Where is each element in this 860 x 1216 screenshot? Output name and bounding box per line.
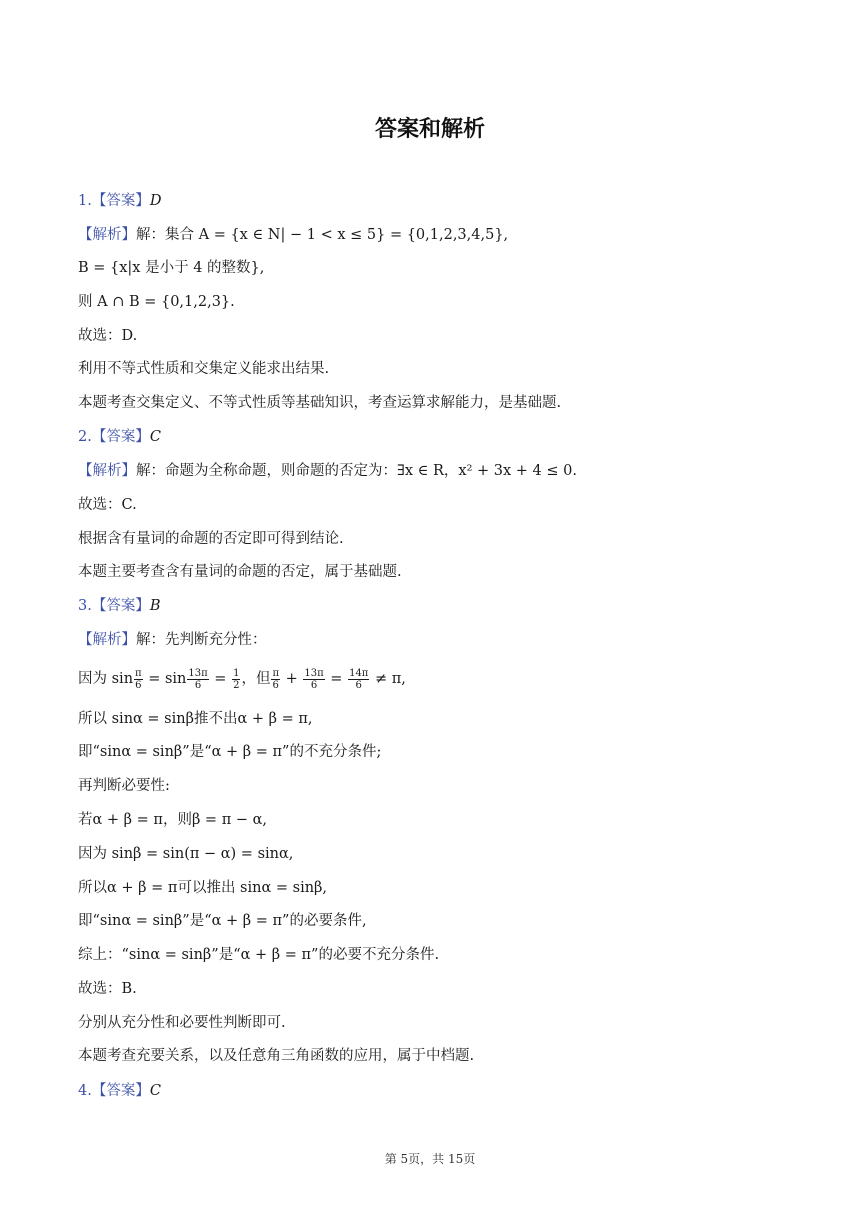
numerator: π — [135, 667, 142, 679]
fraction — [271, 668, 280, 691]
text-line: 本题考查充要关系，以及任意角三角函数的应用，属于中档题. — [78, 1048, 475, 1064]
numerator: 1 — [233, 667, 240, 679]
analysis-line — [78, 462, 577, 480]
text-line: 综上：“sinα = sinβ”是“α + β = π”的必要不充分条件. — [78, 947, 440, 963]
text-line: 故选：C. — [78, 497, 137, 513]
page-footer: 第 5页，共 15页 — [384, 1152, 476, 1166]
text-line: 根据含有量词的命题的否定即可得到结论. — [78, 531, 344, 547]
answer-line-q1 — [78, 192, 161, 210]
numerator: 14π — [349, 667, 369, 679]
answer-tag: 【答案】 — [91, 598, 150, 614]
page-title: 答案和解析 — [374, 117, 485, 142]
question-number: 4. — [78, 1083, 92, 1099]
answer-line-q2 — [78, 428, 161, 446]
text-segment: = — [209, 671, 232, 687]
text-line: 即“sinα = sinβ”是“α + β = π”的不充分条件; — [78, 744, 382, 760]
text-line: 即“sinα = sinβ”是“α + β = π”的必要条件, — [78, 913, 367, 929]
analysis-tag: 【解析】 — [78, 632, 136, 648]
text-line: 所以α + β = π可以推出 sinα = sinβ, — [78, 880, 328, 896]
analysis-text: 解：集合 A = {x ∈ N| − 1 < x ≤ 5} = {0,1,2,3,4,5}, — [136, 227, 509, 243]
answer-tag: 【答案】 — [91, 193, 150, 209]
fraction — [303, 668, 324, 691]
text-line: B = {x|x 是小于 4 的整数}, — [78, 260, 265, 276]
text-line: 则 A ∩ B = {0,1,2,3}. — [78, 294, 235, 310]
denominator: 2 — [233, 679, 240, 691]
analysis-text: 解：命题为全称命题，则命题的否定为：∃x ∈ R，x² + 3x + 4 ≤ 0. — [136, 463, 577, 479]
answer-value: D — [149, 193, 162, 209]
text-line: 本题考查交集定义、不等式性质等基础知识，考查运算求解能力，是基础题. — [78, 395, 562, 411]
question-number: 3. — [78, 598, 92, 614]
denominator: 6 — [310, 679, 318, 691]
numerator: 13π — [304, 667, 324, 679]
answer-value: C — [149, 429, 161, 445]
analysis-tag: 【解析】 — [78, 227, 136, 243]
answer-tag: 【答案】 — [91, 1083, 150, 1099]
text-segment: 因为 sin — [78, 671, 134, 687]
text-line: 故选：D. — [78, 328, 138, 344]
text-line: 若α + β = π，则β = π − α, — [78, 812, 267, 828]
analysis-text: 解：先判断充分性： — [136, 632, 267, 648]
text-line: 故选：B. — [78, 981, 137, 997]
denominator: 6 — [272, 679, 279, 691]
text-line: 因为 sinβ = sin(π − α) = sinα, — [78, 846, 294, 862]
answer-value: B — [149, 598, 161, 614]
answer-line-q4 — [78, 1082, 161, 1100]
numerator: 13π — [188, 667, 208, 679]
analysis-line — [78, 226, 508, 244]
text-segment: = — [325, 671, 348, 687]
denominator: 6 — [135, 679, 142, 691]
question-number: 1. — [78, 193, 92, 209]
denominator: 6 — [194, 679, 202, 691]
text-line: 分别从充分性和必要性判断即可. — [78, 1015, 286, 1031]
fraction — [187, 668, 208, 691]
analysis-tag: 【解析】 — [78, 463, 136, 479]
text-line: 再判断必要性: — [78, 778, 170, 794]
text-segment: + — [281, 671, 303, 687]
text-segment: ，但 — [241, 671, 271, 687]
answer-tag: 【答案】 — [91, 429, 150, 445]
text-segment: = sin — [143, 671, 187, 687]
fraction — [134, 668, 143, 691]
answer-line-q3 — [78, 597, 161, 615]
fraction-line — [78, 666, 406, 692]
denominator: 6 — [355, 679, 362, 691]
text-segment: ≠ π, — [370, 671, 406, 687]
analysis-line — [78, 631, 267, 649]
question-number: 2. — [78, 429, 92, 445]
numerator: π — [272, 667, 280, 679]
text-line: 所以 sinα = sinβ推不出α + β = π, — [78, 711, 313, 727]
fraction — [232, 668, 240, 691]
answer-value: C — [149, 1083, 161, 1099]
text-line: 本题主要考查含有量词的命题的否定，属于基础题. — [78, 564, 402, 580]
text-line: 利用不等式性质和交集定义能求出结果. — [78, 361, 330, 377]
fraction — [348, 668, 369, 691]
